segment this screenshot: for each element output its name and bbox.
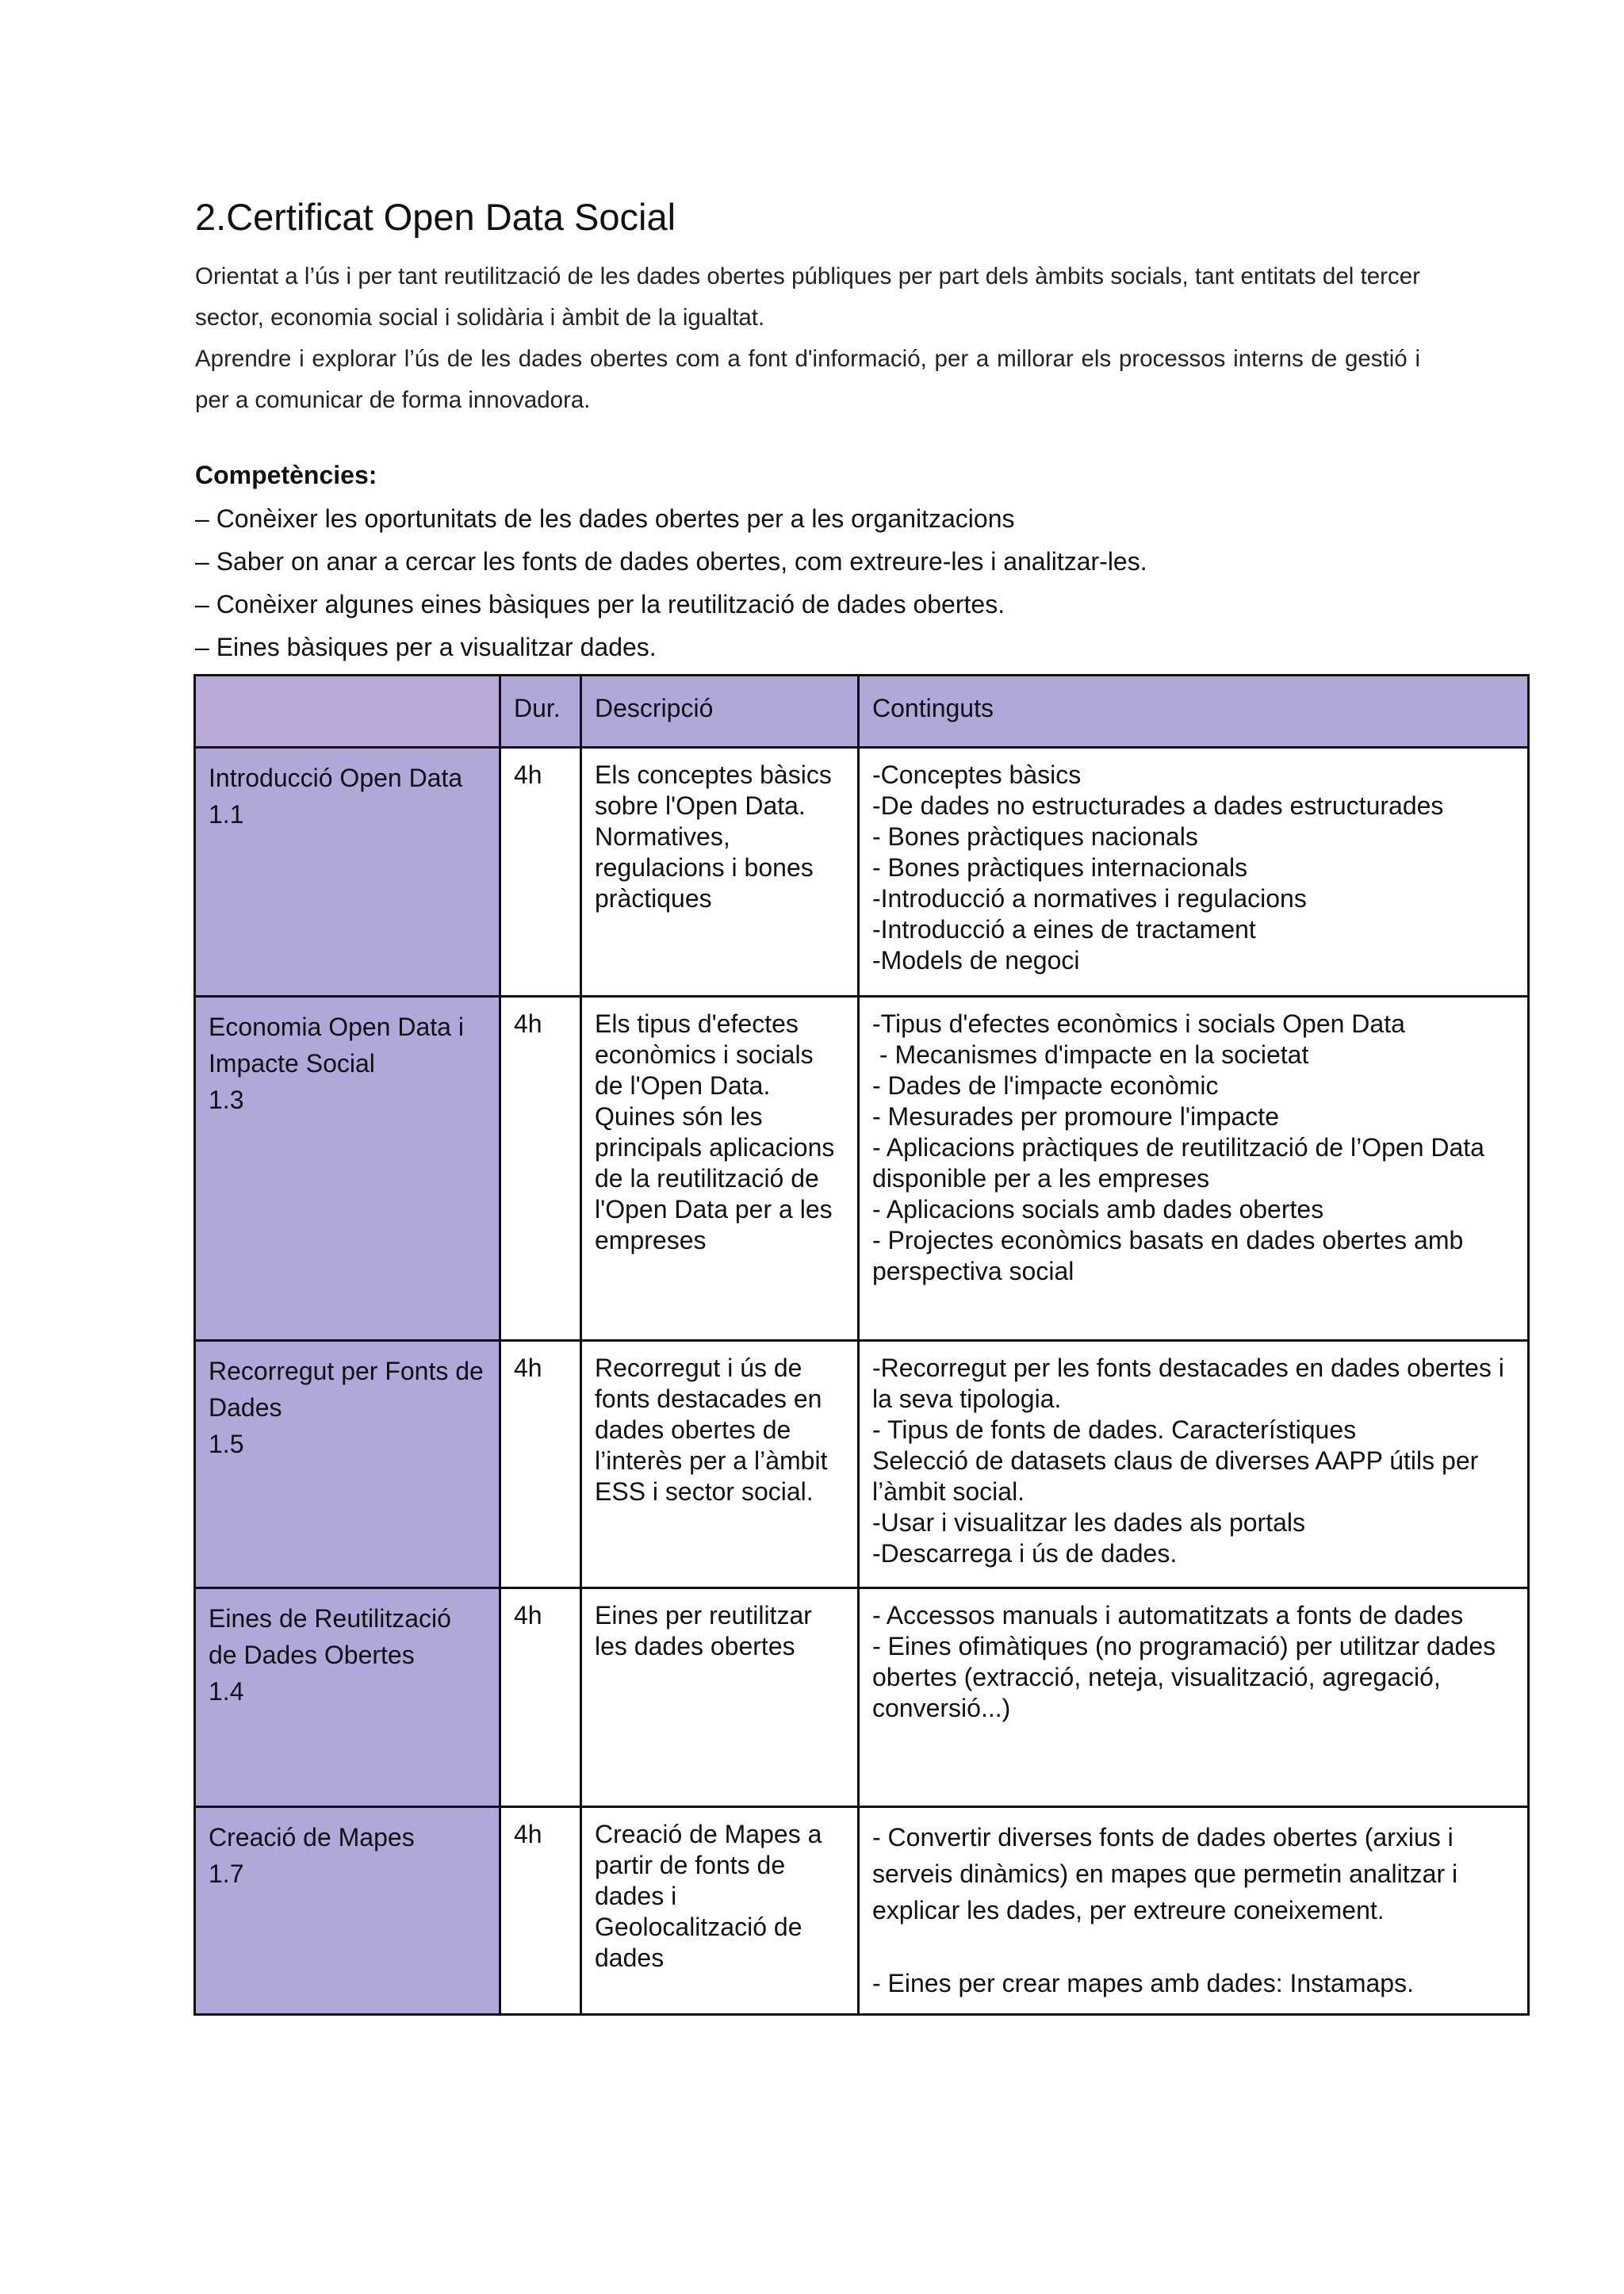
content-item: - Convertir diverses fonts de dades obertes (arxius i serveis dinàmics) en mapes que permetin analitzar i explicar les dades, per extreure coneixement.	[872, 1823, 1465, 1924]
contents-list	[872, 1819, 1515, 2001]
header-contents: Continguts	[859, 676, 1529, 748]
content-item: - Mecanismes d'impacte en la societat	[872, 1040, 1309, 1069]
intro-paragraph: Aprendre i explorar l’ús de les dades obertes com a font d'informació, per a millorar els processos interns de gestió i per a comunicar de forma innovadora.	[195, 346, 1420, 413]
module-code: 1.1	[209, 800, 244, 829]
content-item: - Dades de l'impacte econòmic	[872, 1071, 1219, 1100]
module-name: Economia Open Data i Impacte Social	[209, 1013, 464, 1078]
module-name: Introducció Open Data	[209, 764, 463, 792]
module-name-cell	[195, 748, 500, 997]
module-name: Recorregut per Fonts de Dades	[209, 1357, 484, 1422]
competency-item: – Eines bàsiques per a visualitzar dades.	[195, 633, 657, 661]
content-item: - Aplicacions socials amb dades obertes	[872, 1195, 1324, 1224]
content-item: - Eines ofimàtiques (no programació) per utilitzar dades obertes (extracció, neteja, visualització, agregació, conversió...)	[872, 1632, 1503, 1722]
module-code: 1.5	[209, 1430, 244, 1458]
competency-item: – Conèixer les oportunitats de les dades obertes per a les organitzacions	[195, 504, 1015, 533]
content-item: -Introducció a eines de tractament	[872, 915, 1256, 944]
module-code: 1.7	[209, 1859, 244, 1888]
contents-cell	[859, 748, 1529, 997]
content-item: Selecció de datasets claus de diverses AAPP útils per l’àmbit social.	[872, 1446, 1486, 1506]
table-row	[195, 997, 1529, 1341]
module-name: Eines de Reutilització de Dades Obertes	[209, 1604, 451, 1669]
description-cell: Creació de Mapes a partir de fonts de dades i Geolocalització de dades	[581, 1807, 859, 2015]
description-cell: Els tipus d'efectes econòmics i socials de l'Open Data. Quines són les principals aplicacions de la reutilització de l'Open Data per a les empreses	[581, 997, 859, 1341]
content-item: - Eines per crear mapes amb dades: Instamaps.	[872, 1969, 1414, 1997]
content-item: -Recorregut per les fonts destacades en dades obertes i la seva tipologia.	[872, 1354, 1511, 1413]
section-title: 2.Certificat Open Data Social	[195, 196, 676, 238]
contents-cell	[859, 1807, 1529, 2015]
contents-list	[872, 760, 1515, 976]
content-item: -Conceptes bàsics	[872, 760, 1082, 789]
intro-paragraph: Orientat a l’ús i per tant reutilització de les dades obertes públiques per part dels àmbits socials, tant entitats del tercer sector, economia social i solidària i àmbit de la igualtat.	[195, 263, 1420, 331]
duration-cell: 4h	[500, 997, 581, 1341]
content-item: - Tipus de fonts de dades. Característiques	[872, 1415, 1357, 1444]
description-cell: Els conceptes bàsics sobre l'Open Data. Normatives, regulacions i bones pràctiques	[581, 748, 859, 997]
competencies-list	[195, 497, 1147, 668]
contents-cell	[859, 1588, 1529, 1807]
content-item: -Models de negoci	[872, 946, 1080, 975]
description-cell: Recorregut i ús de fonts destacades en dades obertes de l’interès per a l’àmbit ESS i sector social.	[581, 1341, 859, 1588]
competency-item: – Conèixer algunes eines bàsiques per la reutilització de dades obertes.	[195, 590, 1005, 618]
description-cell: Eines per reutilitzar les dades obertes	[581, 1588, 859, 1807]
table-row	[195, 748, 1529, 997]
contents-list	[872, 1600, 1515, 1724]
module-name-cell	[195, 997, 500, 1341]
intro-text	[195, 256, 1420, 421]
header-module	[195, 676, 500, 748]
competency-item: – Saber on anar a cercar les fonts de dades obertes, com extreure-les i analitzar-les.	[195, 547, 1147, 576]
content-item: - Accessos manuals i automatitzats a fonts de dades	[872, 1601, 1464, 1630]
header-description: Descripció	[581, 676, 859, 748]
table-row	[195, 1341, 1529, 1588]
content-item: - Projectes econòmics basats en dades obertes amb perspectiva social	[872, 1226, 1471, 1285]
module-code: 1.4	[209, 1677, 244, 1706]
content-item: - Aplicacions pràctiques de reutilització de l’Open Data disponible per a les empreses	[872, 1133, 1492, 1193]
contents-cell	[859, 997, 1529, 1341]
content-item: - Bones pràctiques nacionals	[872, 822, 1198, 851]
module-name-cell	[195, 1341, 500, 1588]
module-name: Creació de Mapes	[209, 1823, 415, 1852]
contents-list	[872, 1009, 1515, 1287]
module-name-cell	[195, 1588, 500, 1807]
modules-table	[193, 674, 1530, 2016]
table-header-row	[195, 676, 1529, 748]
module-code: 1.3	[209, 1086, 244, 1114]
content-item: - Bones pràctiques internacionals	[872, 853, 1248, 882]
content-item: -Usar i visualitzar les dades als portals	[872, 1508, 1305, 1537]
contents-cell	[859, 1341, 1529, 1588]
duration-cell: 4h	[500, 748, 581, 997]
content-item: -De dades no estructurades a dades estructurades	[872, 791, 1444, 820]
competencies-heading: Competències:	[195, 461, 377, 489]
table-row	[195, 1588, 1529, 1807]
content-item: - Mesurades per promoure l'impacte	[872, 1102, 1279, 1131]
content-item: -Introducció a normatives i regulacions	[872, 884, 1307, 913]
module-name-cell	[195, 1807, 500, 2015]
content-item: -Tipus d'efectes econòmics i socials Open Data	[872, 1009, 1405, 1038]
duration-cell: 4h	[500, 1588, 581, 1807]
duration-cell: 4h	[500, 1807, 581, 2015]
duration-cell: 4h	[500, 1341, 581, 1588]
content-item: -Descarrega i ús de dades.	[872, 1539, 1178, 1568]
header-duration: Dur.	[500, 676, 581, 748]
table-row	[195, 1807, 1529, 2015]
contents-list	[872, 1353, 1515, 1569]
